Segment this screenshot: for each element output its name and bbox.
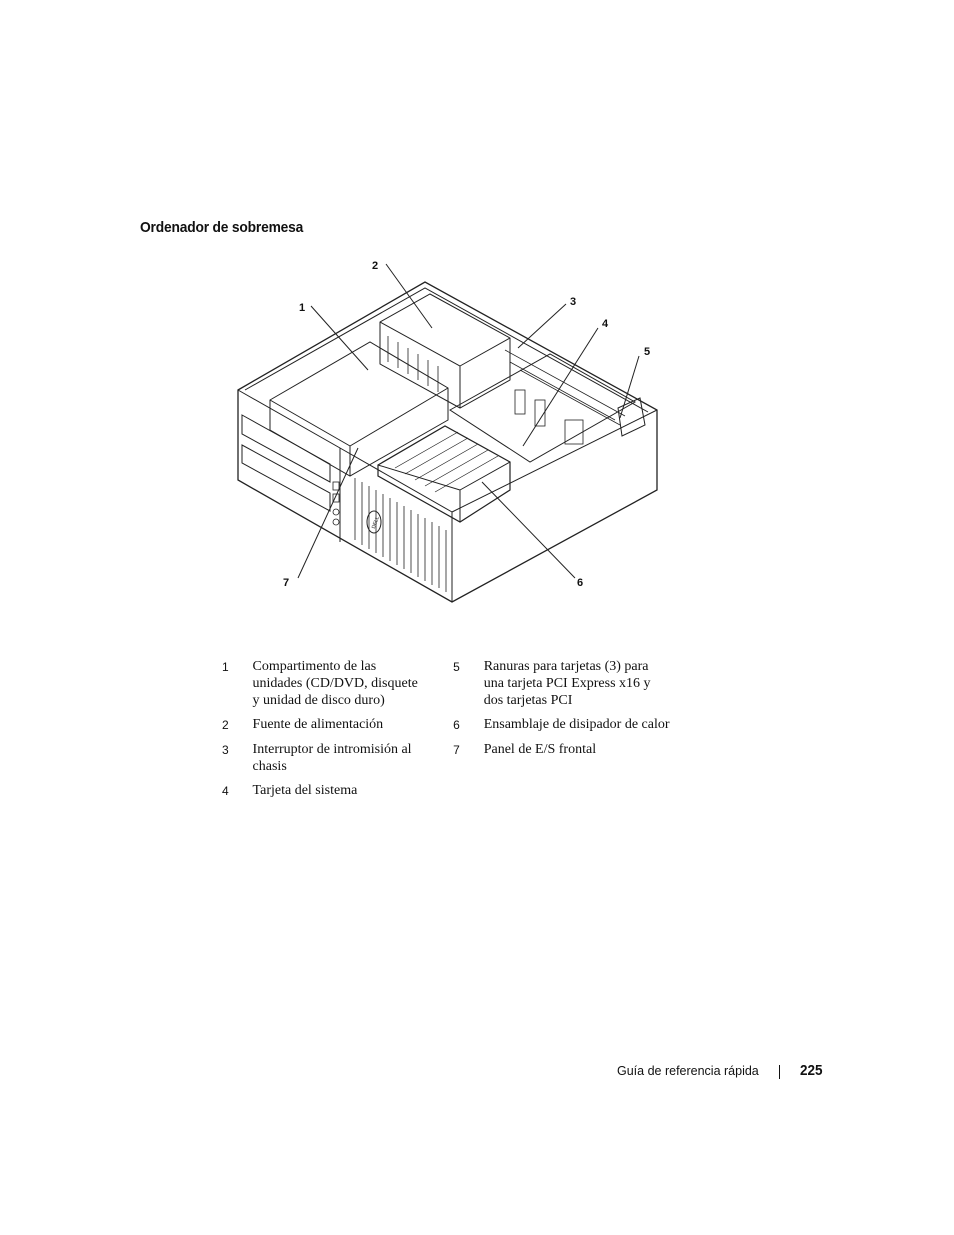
legend-row	[222, 741, 672, 782]
legend-number: 3	[222, 743, 229, 757]
footer-title: Guía de referencia rápida	[617, 1064, 759, 1078]
footer-divider	[779, 1065, 780, 1079]
callout-1: 1	[299, 302, 306, 314]
callout-5: 5	[644, 346, 651, 358]
legend-number: 2	[222, 718, 229, 732]
legend-text: Panel de E/S frontal	[483, 742, 597, 757]
callout-2: 2	[372, 260, 379, 272]
legend-text: Fuente de alimentación	[252, 717, 384, 732]
legend-text: Ensamblaje de disipador de calor	[483, 717, 670, 732]
callout-6: 6	[577, 577, 584, 589]
legend-text: Ranuras para tarjetas (3) para una tarjeta PCI Express x16 y dos tarjetas PCI	[483, 659, 651, 708]
desktop-computer-illustration	[220, 250, 690, 610]
legend-row	[222, 716, 672, 741]
legend-row	[222, 658, 672, 716]
legend-number: 5	[453, 660, 460, 674]
legend-text: Tarjeta del sistema	[252, 783, 358, 798]
legend-number: 7	[453, 743, 460, 757]
callout-3: 3	[570, 296, 577, 308]
legend-number: 6	[453, 718, 460, 732]
callout-7: 7	[283, 577, 290, 589]
page-number: 225	[800, 1062, 823, 1079]
callout-4: 4	[602, 318, 609, 330]
legend-number: 1	[222, 660, 229, 674]
section-title: Ordenador de sobremesa	[140, 219, 304, 236]
legend-text: Compartimento de las unidades (CD/DVD, disquete y unidad de disco duro)	[252, 659, 418, 708]
legend-row	[222, 782, 672, 807]
legend-table	[222, 658, 672, 807]
legend-number: 4	[222, 784, 229, 798]
legend-text: Interruptor de intromisión al chasis	[252, 742, 412, 774]
dell-logo-text: DELL	[370, 515, 381, 530]
